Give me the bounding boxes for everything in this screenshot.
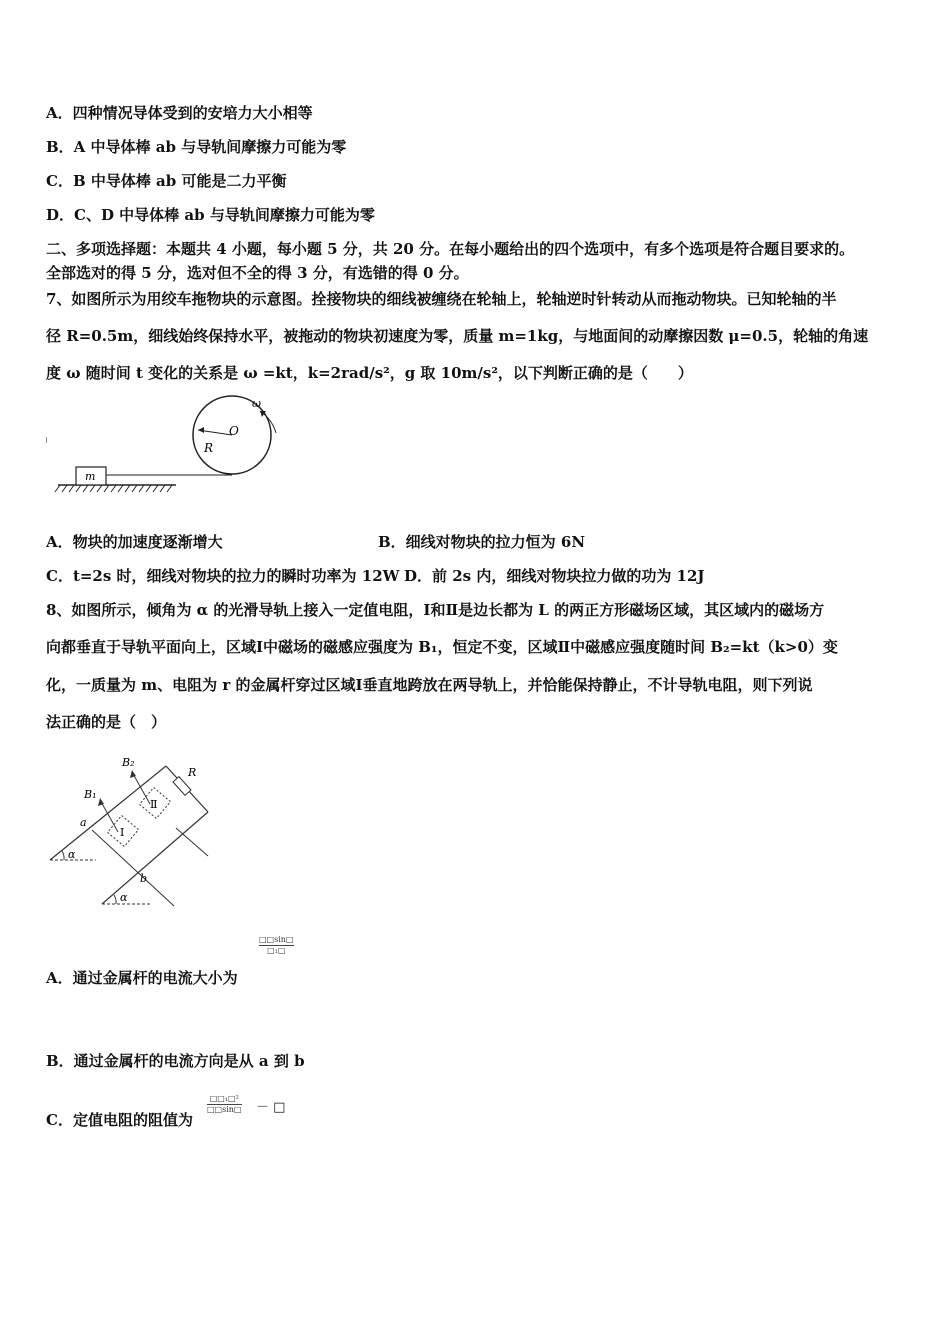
center-label: O (229, 424, 239, 438)
q8-option-a: A．通过金属杆的电流大小为 (46, 969, 238, 987)
q7-stem-line3: 度 ω 随时间 t 变化的关系是 ω =kt，k=2rad/s²，g 取 10m/s²，以下判断正确的是（ ） (46, 364, 693, 382)
b2-label: B₂ (122, 756, 135, 769)
region-2-label: Ⅱ (150, 798, 158, 811)
q8-stem-line4: 法正确的是（ ） (46, 713, 167, 731)
rail-right (102, 812, 208, 904)
resistor-label: R (188, 766, 197, 779)
q8-incline-figure (46, 748, 216, 908)
omega-label: ω (252, 397, 261, 410)
q8-option-a-fraction (259, 935, 294, 956)
radius-label: R (204, 441, 214, 455)
q6-option-c: C．B 中导体棒 ab 可能是二力平衡 (46, 172, 287, 190)
radius-arrow (198, 427, 204, 433)
q7-stem-line2: 径 R=0.5m，细线始终保持水平，被拖动的物块初速度为零，质量 m=1kg，与地面间的动摩擦因数 μ=0.5，轮轴的角速 (46, 327, 869, 345)
q8-option-b: B．通过金属杆的电流方向是从 a 到 b (46, 1052, 305, 1070)
fraction-denominator: □□sin□ (207, 1105, 242, 1114)
b1-label: B₁ (84, 788, 97, 801)
point-a-label: a (80, 816, 87, 829)
section2-heading-line1: 二、多项选择题：本题共 4 小题，每小题 5 分，共 20 分。在每小题给出的四个选项中，有多个选项是符合题目要求的。 (46, 240, 855, 258)
region-1-label: Ⅰ (120, 826, 125, 839)
q8-stem-line3: 化，一质量为 m、电阻为 r 的金属杆穿过区域Ⅰ垂直地跨放在两导轨上，并恰能保持静止，不计导轨电阻，则下列说 (46, 676, 813, 694)
crossbar-upper (176, 828, 208, 856)
angle-arc-left (62, 851, 64, 860)
q7-option-a: A．物块的加速度逐渐增大 (46, 533, 223, 551)
crossbar-lower (92, 830, 174, 906)
q7-option-c: C．t=2s 时，细线对物块的拉力的瞬时功率为 12W (46, 567, 400, 585)
q6-option-a: A．四种情况导体受到的安培力大小相等 (46, 104, 313, 122)
q7-option-b: B．细线对物块的拉力恒为 6N (378, 533, 586, 551)
q8-stem-line2: 向都垂直于导轨平面向上，区域Ⅰ中磁场的磁感应强度为 B₁，恒定不变，区域Ⅱ中磁感应强度随时间 B₂=kt（k>0）变 (46, 638, 838, 656)
q7-winch-figure (46, 393, 296, 503)
b2-arrow (132, 772, 150, 804)
block-mass-label: m (85, 470, 96, 483)
fraction-numerator: □□sin□ (259, 935, 294, 944)
angle-arc-right (114, 895, 116, 904)
alpha-label-left: α (68, 848, 76, 861)
alpha-label-right: α (120, 891, 128, 904)
q7-stem-line1: 7、如图所示为用绞车拖物块的示意图。拴接物块的细线被缠绕在轮轴上，轮轴逆时针转动从而拖动物块。已知轮轴的半 (46, 290, 837, 308)
rail-left (50, 766, 166, 860)
point-b-label: b (140, 872, 148, 885)
q6-option-d: D．C、D 中导体棒 ab 与导轨间摩擦力可能为零 (46, 206, 375, 224)
ground-hatching (55, 485, 172, 492)
resistor-r (173, 777, 191, 796)
section2-heading-line2: 全部选对的得 5 分，选对但不全的得 3 分，有选错的得 0 分。 (46, 264, 469, 282)
q8-option-c-fraction (207, 1094, 242, 1115)
q6-option-b: B．A 中导体棒 ab 与导轨间摩擦力可能为零 (46, 138, 347, 156)
b1-arrow (100, 800, 118, 832)
fraction-numerator: □□₁□² (209, 1094, 239, 1103)
q8-option-c: C．定值电阻的阻值为 (46, 1111, 193, 1129)
q8-stem-line1: 8、如图所示，倾角为 α 的光滑导轨上接入一定值电阻，Ⅰ和Ⅱ是边长都为 L 的两正方形磁场区域，其区域内的磁场方 (46, 601, 825, 619)
fraction-denominator: □₁□ (259, 945, 294, 956)
q8-option-c-tail: － □ (256, 1100, 286, 1115)
q7-option-d: D．前 2s 内，细线对物块拉力做的功为 12J (404, 567, 705, 585)
